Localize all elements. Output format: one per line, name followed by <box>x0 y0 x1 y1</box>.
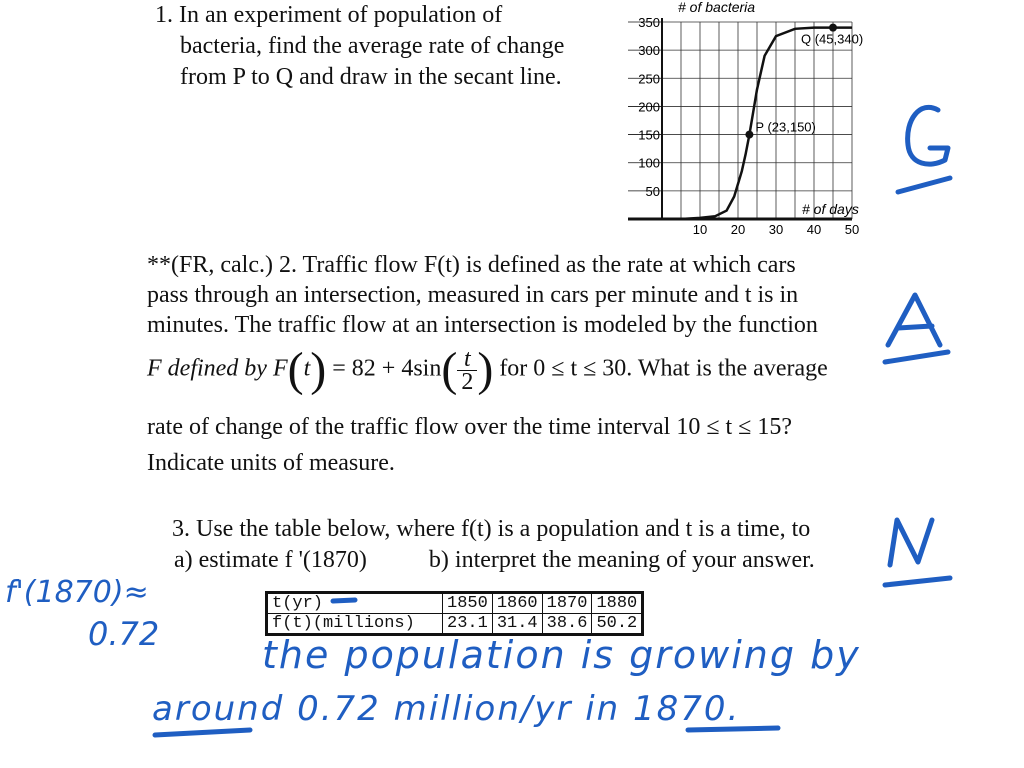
table-cell: 1850 <box>443 593 493 614</box>
problem-1-line-2: bacteria, find the average rate of change <box>180 33 565 59</box>
handwritten-letter-a <box>888 295 940 345</box>
equation-variable: t <box>303 355 311 382</box>
handwritten-sentence-1: the population is growing by <box>262 633 861 677</box>
graph-x-title: # of days <box>802 201 859 217</box>
x-tick-label: 40 <box>806 222 822 237</box>
problem-3-line-1: 3. Use the table below, where f(t) is a population and t is a time, to <box>172 516 811 542</box>
graph-point-label: P (23,150) <box>755 119 816 135</box>
graph-point <box>745 131 753 139</box>
handwritten-estimate-value: 0.72 <box>88 615 160 653</box>
table-cell: 23.1 <box>443 614 493 635</box>
problem-2 <box>147 250 887 478</box>
bacteria-growth-graph <box>620 0 890 240</box>
equation-middle: = 82 + 4sin <box>332 355 442 382</box>
table-row <box>267 614 643 635</box>
y-tick-label: 200 <box>638 99 660 115</box>
problem-3 <box>172 514 815 576</box>
y-tick-label: 350 <box>638 15 660 30</box>
problem-2-line-2: pass through an intersection, measured in cars per minute and t is in <box>147 282 799 308</box>
handwritten-letter-n <box>890 520 932 565</box>
y-tick-label: 100 <box>638 155 660 171</box>
graph-point-label: Q (45,340) <box>801 31 864 47</box>
problem-1 <box>155 0 564 93</box>
x-tick-label: 20 <box>730 222 746 237</box>
fraction-denominator: 2 <box>461 368 474 395</box>
traffic-flow-equation: F defined by F(t) = 82 + 4sin( $\frac{t}{2}$ ) for 0 ≤ t ≤ 30. What is the average <box>147 343 828 396</box>
table-row-header: t(yr) <box>267 593 443 614</box>
problem-1-line-1: 1. In an experiment of population of <box>155 2 503 28</box>
problem-3-part-b: b) interpret the meaning of your answer. <box>428 547 815 573</box>
table-cell: 50.2 <box>592 614 643 635</box>
handwritten-underline-1870 <box>688 728 778 730</box>
problem-2-line-6: Indicate units of measure. <box>147 450 395 476</box>
fraction-numerator: t <box>457 348 477 371</box>
problem-3-part-a: a) estimate f '(1870) <box>174 547 367 573</box>
problem-1-line-3: from P to Q and draw in the secant line. <box>180 64 562 90</box>
equation-suffix: for 0 ≤ t ≤ 30. What is the average <box>499 355 828 382</box>
graph-y-title: # of bacteria <box>678 0 756 15</box>
handwritten-underline-a <box>885 352 948 362</box>
y-tick-label: 150 <box>638 127 660 143</box>
x-tick-label: 50 <box>844 222 860 237</box>
graph-point <box>829 24 837 32</box>
table-cell: 1880 <box>592 593 643 614</box>
table-cell: 31.4 <box>492 614 542 635</box>
handwritten-sentence-2: around 0.72 million/yr in 1870. <box>152 689 741 729</box>
graph-axes <box>628 18 852 219</box>
table-row-header: f(t)(millions) <box>267 614 443 635</box>
table-cell: 1870 <box>542 593 592 614</box>
handwritten-letter-g <box>908 107 948 164</box>
y-tick-label: 250 <box>638 71 660 87</box>
problem-2-line-1: **(FR, calc.) 2. Traffic flow F(t) is defined as the rate at which cars <box>147 252 796 278</box>
x-tick-label: 10 <box>692 222 708 237</box>
equation-prefix: F defined by F <box>147 355 288 382</box>
x-tick-label: 30 <box>768 222 784 237</box>
y-tick-label: 50 <box>645 183 660 199</box>
handwritten-underline-answer <box>155 730 250 735</box>
handwritten-estimate: f'(1870)≈ <box>5 575 149 610</box>
problem-2-line-3: minutes. The traffic flow at an intersection is modeled by the function <box>147 312 818 338</box>
equation-fraction <box>457 345 477 395</box>
population-table <box>265 591 644 636</box>
graph-points <box>745 24 863 139</box>
table-cell: 38.6 <box>542 614 592 635</box>
handwritten-underline-g <box>898 178 950 192</box>
y-tick-label: 300 <box>638 43 660 59</box>
table-cell: 1860 <box>492 593 542 614</box>
problem-2-line-5: rate of change of the traffic flow over the time interval 10 ≤ t ≤ 15? <box>147 414 792 440</box>
problem-3-parts <box>172 545 815 576</box>
handwritten-underline-n <box>885 578 950 585</box>
table-row <box>267 593 643 614</box>
